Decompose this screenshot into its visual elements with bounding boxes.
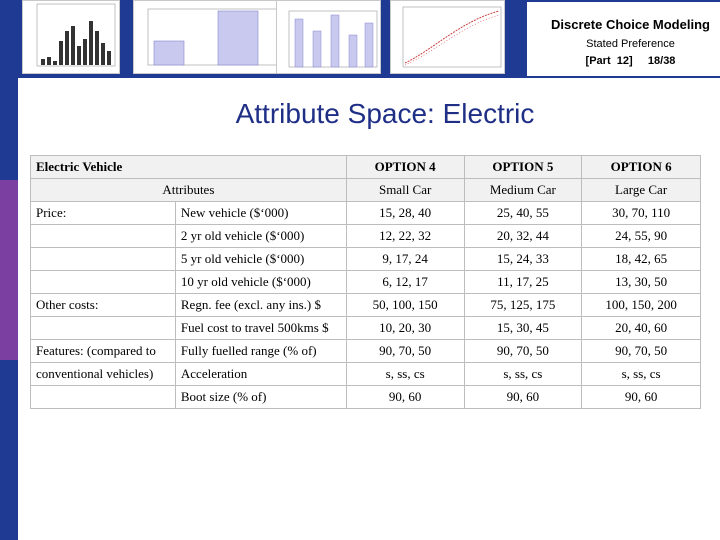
part-page-indicator: [Part 12] 18/38 [585, 55, 676, 67]
attribute-name: Fuel cost to travel 500kms $ [175, 317, 346, 340]
value-cell: 20, 32, 44 [464, 225, 582, 248]
value-cell: 90, 60 [464, 386, 582, 409]
table-row [31, 317, 701, 340]
attribute-name: Acceleration [175, 363, 346, 386]
value-cell: 25, 40, 55 [464, 202, 582, 225]
course-subtitle: Stated Preference [586, 38, 675, 50]
table-subheader-row [31, 179, 701, 202]
option-label: OPTION 4 [346, 156, 464, 179]
group-label-empty [31, 225, 176, 248]
table-row [31, 294, 701, 317]
group-label-empty [31, 271, 176, 294]
table-caption: Electric Vehicle [31, 156, 347, 179]
group-label-empty [31, 386, 176, 409]
header-box [525, 0, 720, 78]
course-title: Discrete Choice Modeling [551, 17, 710, 32]
value-cell: 50, 100, 150 [346, 294, 464, 317]
group-label-empty [31, 248, 176, 271]
table-row [31, 202, 701, 225]
value-cell: 12, 22, 32 [346, 225, 464, 248]
slide-title: Attribute Space: Electric [235, 98, 535, 129]
thumbnail-line-chart [390, 0, 505, 74]
value-cell: 90, 60 [582, 386, 701, 409]
attribute-name: Boot size (% of) [175, 386, 346, 409]
thumbnail-bar-chart-1 [22, 0, 120, 74]
attribute-name: 5 yr old vehicle ($‘000) [175, 248, 346, 271]
value-cell: 13, 30, 50 [582, 271, 701, 294]
table-row [31, 271, 701, 294]
value-cell: 100, 150, 200 [582, 294, 701, 317]
value-cell: 20, 40, 60 [582, 317, 701, 340]
value-cell: 15, 30, 45 [464, 317, 582, 340]
table-row [31, 386, 701, 409]
option-label: OPTION 5 [464, 156, 582, 179]
attribute-name: 2 yr old vehicle ($‘000) [175, 225, 346, 248]
value-cell: 6, 12, 17 [346, 271, 464, 294]
value-cell: 90, 70, 50 [346, 340, 464, 363]
value-cell: 75, 125, 175 [464, 294, 582, 317]
group-label-price: Price: [31, 202, 176, 225]
table-row [31, 225, 701, 248]
thumbnail-bar-chart-3 [276, 0, 381, 74]
value-cell: 30, 70, 110 [582, 202, 701, 225]
attribute-table [30, 155, 701, 409]
value-cell: 10, 20, 30 [346, 317, 464, 340]
value-cell: 18, 42, 65 [582, 248, 701, 271]
left-strip-top [0, 0, 18, 180]
value-cell: 90, 60 [346, 386, 464, 409]
value-cell: 15, 24, 33 [464, 248, 582, 271]
left-strip-bottom [0, 360, 18, 540]
group-label-features: Features: (compared to [31, 340, 176, 363]
left-strip-middle [0, 180, 18, 360]
attribute-name: 10 yr old vehicle ($‘000) [175, 271, 346, 294]
value-cell: 24, 55, 90 [582, 225, 701, 248]
value-cell: 9, 17, 24 [346, 248, 464, 271]
option-vehicle: Large Car [582, 179, 701, 202]
top-banner [18, 0, 720, 78]
value-cell: s, ss, cs [582, 363, 701, 386]
table-row [31, 248, 701, 271]
option-label: OPTION 6 [582, 156, 701, 179]
option-vehicle: Medium Car [464, 179, 582, 202]
value-cell: s, ss, cs [464, 363, 582, 386]
attribute-name: New vehicle ($‘000) [175, 202, 346, 225]
option-vehicle: Small Car [346, 179, 464, 202]
value-cell: s, ss, cs [346, 363, 464, 386]
attribute-name: Regn. fee (excl. any ins.) $ [175, 294, 346, 317]
attributes-header: Attributes [31, 179, 347, 202]
value-cell: 90, 70, 50 [582, 340, 701, 363]
table-row [31, 363, 701, 386]
group-label-empty [31, 317, 176, 340]
attribute-name: Fully fuelled range (% of) [175, 340, 346, 363]
value-cell: 15, 28, 40 [346, 202, 464, 225]
group-label-other-costs: Other costs: [31, 294, 176, 317]
table-header-row [31, 156, 701, 179]
thumbnail-bar-chart-2 [133, 0, 283, 74]
value-cell: 90, 70, 50 [464, 340, 582, 363]
value-cell: 11, 17, 25 [464, 271, 582, 294]
group-label-features-cont: conventional vehicles) [31, 363, 176, 386]
table-row [31, 340, 701, 363]
